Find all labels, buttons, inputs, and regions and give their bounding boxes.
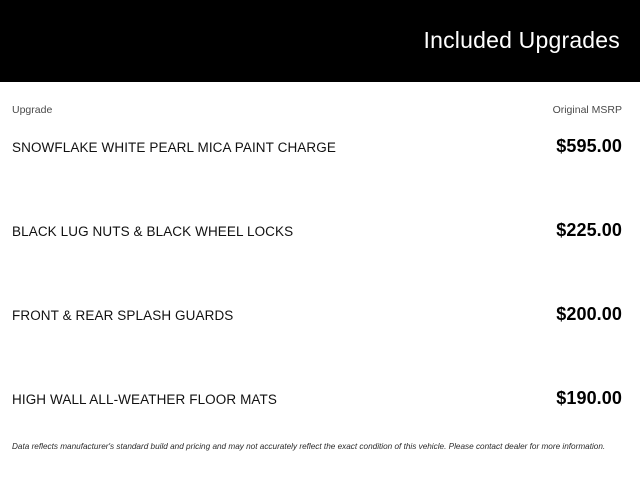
table-row <box>12 388 622 472</box>
table-row <box>12 220 622 304</box>
disclaimer-text: Data reflects manufacturer's standard build and pricing and may not accurately reflect the exact condition of this vehicle. Please contact dealer for more information. <box>12 442 606 452</box>
table-row <box>12 136 622 220</box>
table-row <box>12 304 622 388</box>
column-header-original-msrp: Original MSRP <box>552 104 622 116</box>
page-content <box>0 82 640 480</box>
table-header-row <box>12 104 622 116</box>
upgrade-price: $595.00 <box>556 136 622 156</box>
upgrade-name: FRONT & REAR SPLASH GUARDS <box>12 308 234 323</box>
upgrade-name: BLACK LUG NUTS & BLACK WHEEL LOCKS <box>12 224 294 239</box>
upgrade-name: SNOWFLAKE WHITE PEARL MICA PAINT CHARGE <box>12 140 336 155</box>
page-title: Included Upgrades <box>423 26 620 53</box>
upgrade-price: $190.00 <box>556 388 622 408</box>
upgrades-list <box>12 136 622 472</box>
upgrade-price: $225.00 <box>556 220 622 240</box>
upgrade-name: HIGH WALL ALL-WEATHER FLOOR MATS <box>12 392 277 407</box>
upgrade-price: $200.00 <box>556 304 622 324</box>
column-header-upgrade: Upgrade <box>12 104 53 116</box>
page-header <box>0 0 640 82</box>
